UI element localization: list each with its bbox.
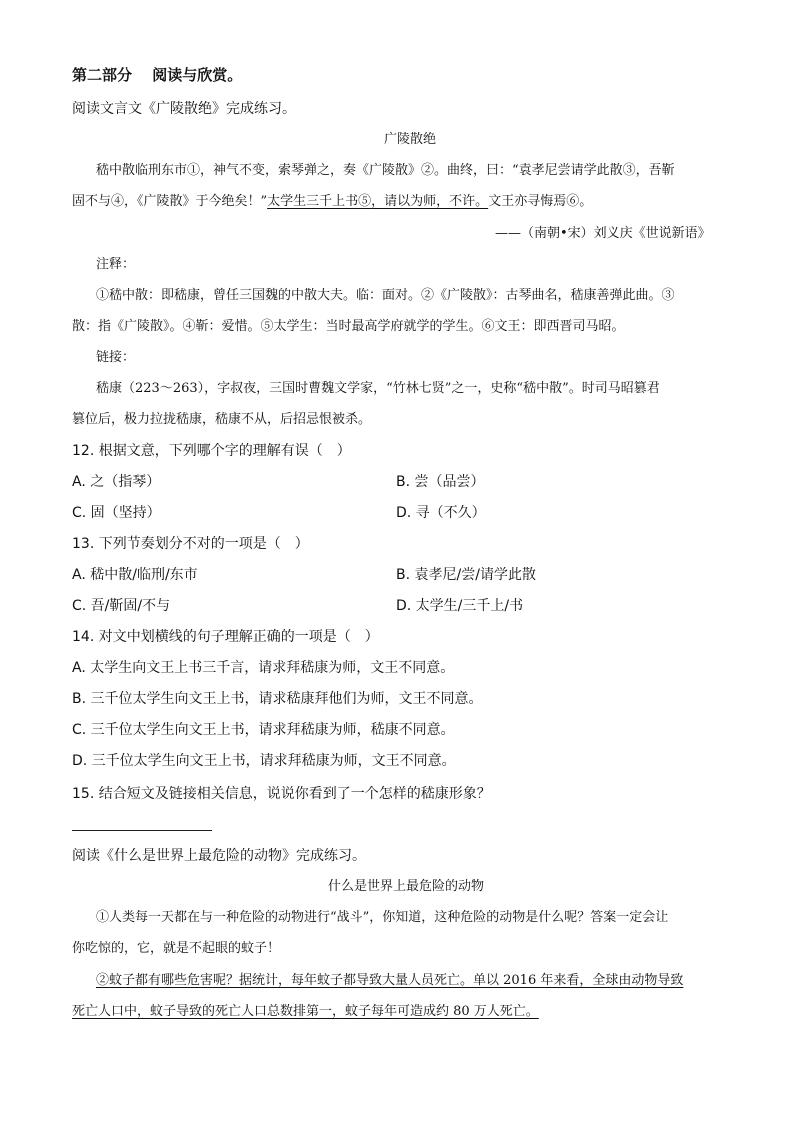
notes-line: 散：指《广陵散》。④靳：爱惜。⑤太学生：当时最高学府就学的学生。⑥文王：即西晋司马昭。: [72, 319, 625, 334]
question-12: 12. 根据文意，下列哪个字的理解有误（ ）: [72, 443, 351, 459]
section-heading: 第二部分 阅读与欣赏。: [72, 66, 243, 84]
reading-instruction: 阅读文言文《广陵散绝》完成练习。: [72, 101, 296, 117]
notes-line: ①嵇中散：即嵇康，曾任三国魏的中散大夫。临：面对。②《广陵散》：古琴曲名，嵇康善弹此曲。③: [96, 288, 675, 303]
question-14: 14. 对文中划横线的句子理解正确的一项是（ ）: [72, 629, 379, 645]
underlined-sentence: 太学生三千上书⑤: [267, 194, 372, 209]
underlined-sentence: ，请以为师，不许。: [371, 194, 489, 209]
option-a: A. 之（指琴）: [72, 474, 161, 490]
underlined-sentence: 死亡人口中，蚊子导致的死亡人口总数排第一，蚊子每年可造成约 80 万人死亡。: [72, 1004, 539, 1019]
passage2-line: [96, 972, 683, 990]
passage-source: ——（南朝•宋）刘义庆《世说新语》: [495, 226, 711, 241]
link-line: 篡位后，极力拉拢嵇康，嵇康不从，后招忌恨被杀。: [72, 412, 372, 427]
question-15: 15. 结合短文及链接相关信息，说说你看到了一个怎样的嵇康形象？: [72, 786, 491, 802]
question-13: 13. 下列节奏划分不对的一项是（ ）: [72, 536, 309, 552]
option-d: D. 寻（不久）: [396, 505, 486, 521]
link-label: 链接：: [96, 350, 136, 365]
notes-label: 注释：: [96, 257, 136, 272]
passage-text: 固不与④，《广陵散》于今绝矣！”: [72, 194, 268, 209]
passage-line: 嵇中散临刑东市①，神气不变，索琴弹之，奏《广陵散》②。曲终，曰：“袁孝尼尝请学此散③，吾靳: [96, 163, 675, 178]
option-a: A. 太学生向文王上书三千言，请求拜嵇康为师，文王不同意。: [72, 660, 455, 676]
passage2-line: [72, 1003, 539, 1021]
option-c: C. 吾/靳固/不与: [72, 598, 171, 614]
underlined-sentence: ②蚊子都有哪些危害呢？据统计，每年蚊子都导致大量人员死亡。单以 2016 年来看，全球由动物导致: [96, 973, 684, 988]
passage2-line: ①人类每一天都在与一种危险的动物进行“战斗”，你知道，这种危险的动物是什么呢？答案一定会让: [96, 910, 669, 925]
passage2-title: 什么是世界上最危险的动物: [328, 879, 485, 894]
reading-instruction-2: 阅读《什么是世界上最危险的动物》完成练习。: [72, 848, 366, 864]
passage2-line: 你吃惊的，它，就是不起眼的蚊子！: [72, 941, 281, 956]
option-b: B. 三千位太学生向文王上书，请求嵇康拜他们为师，文王不同意。: [72, 691, 483, 707]
option-d: D. 三千位太学生向文王上书，请求拜嵇康为师，文王不同意。: [72, 753, 456, 769]
passage-title: 广陵散绝: [384, 132, 437, 147]
passage-text: 文王亦寻悔焉⑥。: [488, 194, 593, 209]
link-line: 嵇康（223～263），字叔夜，三国时曹魏文学家，“竹林七贤”之一，史称“嵇中散”。时司马昭篡君: [96, 381, 660, 396]
option-c: C. 固（坚持）: [72, 505, 161, 521]
passage-line: [72, 193, 592, 211]
option-a: A. 嵇中散/临刑/东市: [72, 567, 198, 583]
answer-line: [72, 830, 212, 831]
option-b: B. 尝（品尝）: [396, 474, 485, 490]
option-b: B. 袁孝尼/尝/请学此散: [396, 567, 536, 583]
option-d: D. 太学生/三千上/书: [396, 598, 524, 614]
option-c: C. 三千位太学生向文王上书，请求拜嵇康为师，嵇康不同意。: [72, 722, 455, 738]
